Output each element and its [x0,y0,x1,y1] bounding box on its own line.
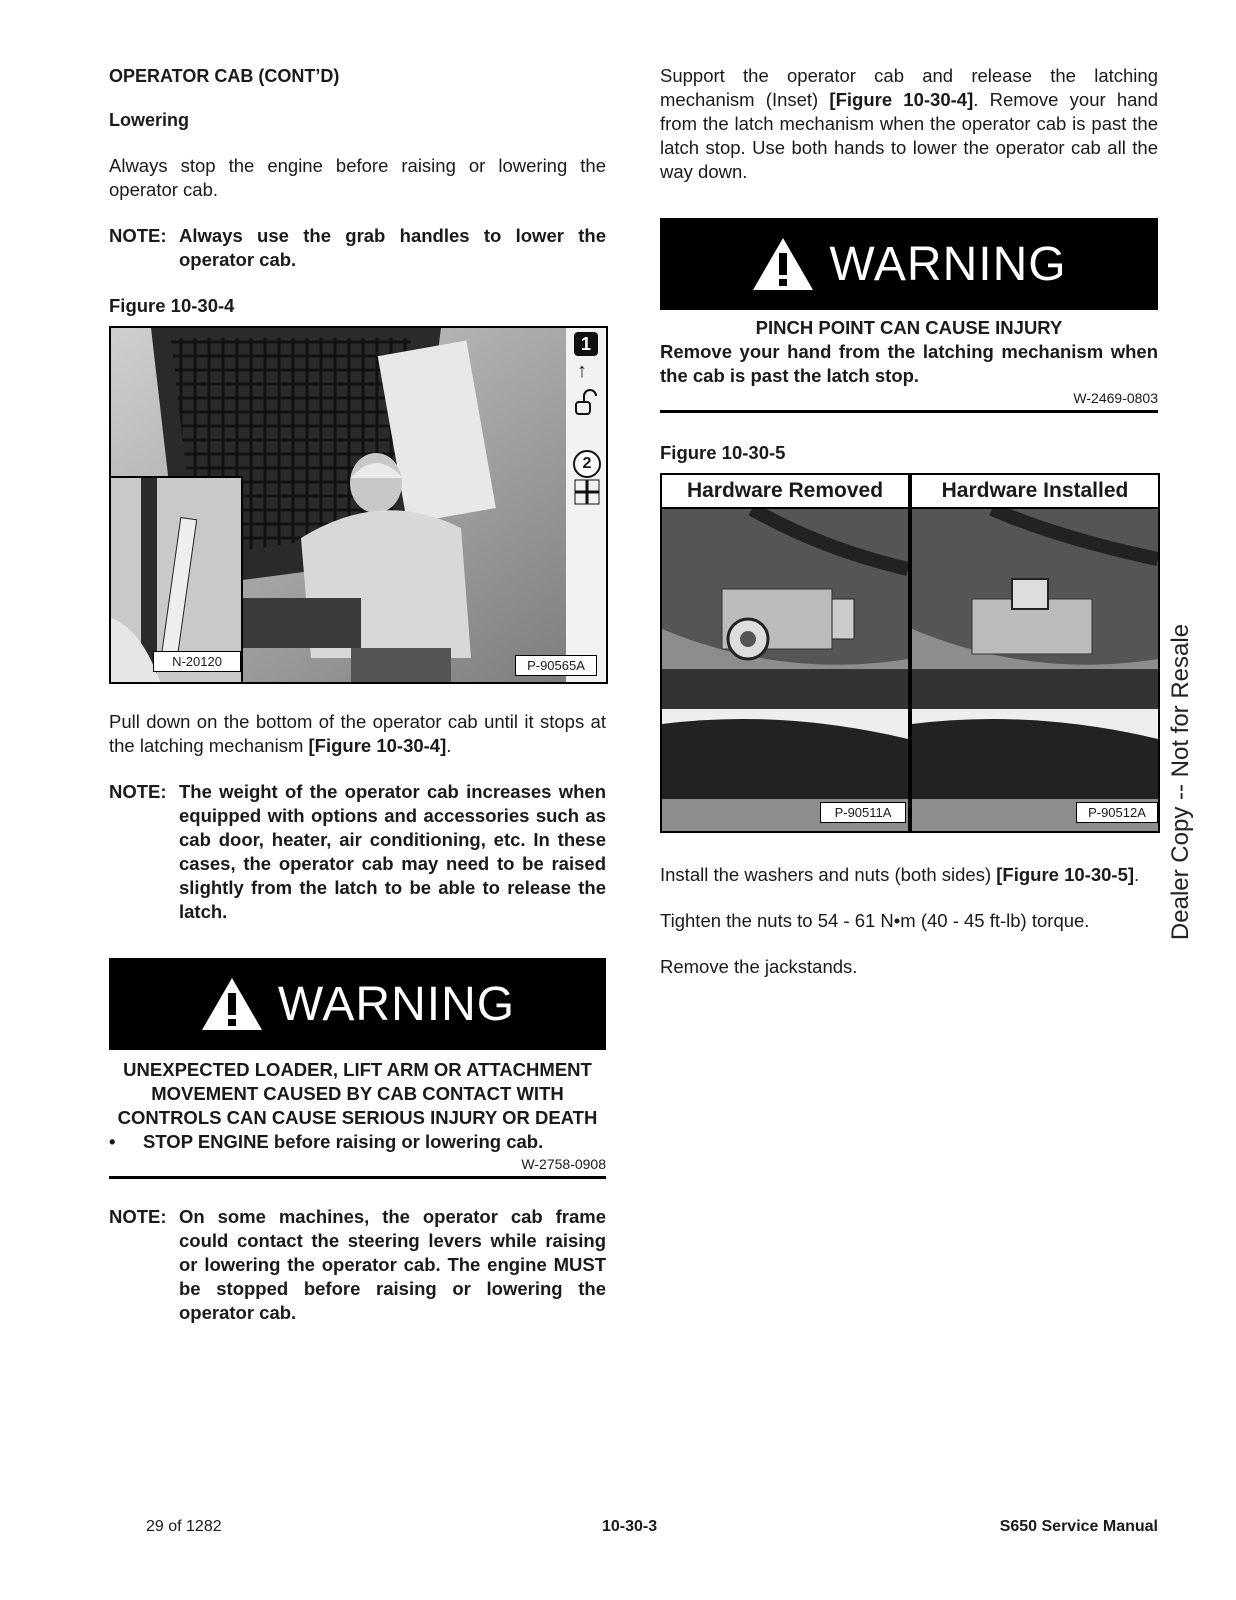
warning-divider [660,410,1158,413]
note-label: NOTE: [109,225,167,246]
footer-page-number: 10-30-3 [602,1518,658,1535]
warning-divider [109,1176,606,1179]
figure-ref: [Figure 10-30-4] [829,89,974,110]
support-text: Support the operator cab and release the latching mechanism (Inset) [660,65,1158,110]
warning-pinch-code: W-2469-0803 [1073,390,1158,406]
subheading-lowering: Lowering [109,110,189,130]
note-steering-levers [109,1205,606,1325]
pull-text: Pull down on the bottom of the operator cab until it stops at the latching mechanism [109,711,606,756]
hardware-removed-panel [662,475,908,831]
step-1-badge: 1 [574,332,598,356]
note-text: The weight of the operator cab increases when equipped with options and accessories such as cab door, heater, air conditioning, etc. In these cases, the operator cab may need to be raised slightly from the latch to be able to release the latch. [179,781,606,922]
dealer-copy-watermark: Dealer Copy -- Not for Resale [1167,623,1194,941]
pull-down-paragraph [109,710,606,758]
bullet: • [109,1131,116,1152]
note-text: On some machines, the operator cab frame could contact the steering levers while raising or lowering the operator cab. The engine MUST be stopped before raising or lowering the operator cab. [179,1206,606,1323]
remove-paragraph: Remove the jackstands. [660,956,858,977]
section-title: OPERATOR CAB (CONT’D) [109,66,340,86]
figure-4-photo-tag: P-90565A [515,655,597,676]
figure-10-30-5-photos [660,473,1160,833]
note-grab-handles [109,224,606,272]
support-paragraph [660,64,1158,184]
hardware-removed-illustration [662,509,908,831]
warning-pinch-body: Remove your hand from the latching mechanism when the cab is past the latch stop. [660,341,1158,386]
warning-loader-code: W-2758-0908 [521,1156,606,1172]
cab-grid-icon [573,478,601,506]
hardware-installed-panel [912,475,1158,831]
figure-10-30-4-caption: Figure 10-30-4 [109,295,235,316]
arrow-up-icon: ↑ [577,360,587,382]
warning-title: WARNING [277,977,516,1031]
install-paragraph [660,863,1158,887]
tighten-paragraph: Tighten the nuts to 54 - 61 N•m (40 - 45 ft-lb) torque. [660,910,1090,931]
footer-manual-title: S650 Service Manual [999,1518,1158,1535]
install-text-end: . [1134,864,1140,885]
warning-pinch-heading: PINCH POINT CAN CAUSE INJURY [755,317,1063,338]
warning-loader-heading: UNEXPECTED LOADER, LIFT ARM OR ATTACHMENT MOVEMENT CAUSED BY CAB CONTACT WITH CONTROLS CAN CAUSE SERIOUS INJURY OR DEATH [117,1059,598,1128]
bullet-text: STOP ENGINE before raising or lowering cab. [143,1131,544,1152]
warning-banner-loader [109,958,606,1050]
note-text: Always use the grab handles to lower the operator cab. [179,225,606,270]
warning-triangle-icon [751,236,815,292]
note-label: NOTE: [109,1206,167,1227]
warning-banner-pinch [660,218,1158,310]
note-label: NOTE: [109,781,167,802]
figure-ref: [Figure 10-30-4] [308,735,447,756]
hardware-installed-title: Hardware Installed [912,475,1158,509]
hardware-installed-illustration [912,509,1158,831]
hardware-removed-tag: P-90511A [820,802,906,823]
hardware-installed-tag: P-90512A [1076,802,1158,823]
footer-page-count: 29 of 1282 [146,1518,222,1535]
warning-title: WARNING [829,237,1067,291]
warning-loader-bullet [109,1130,606,1154]
support-text-end: . Remove your hand from the latch mechanism when the operator cab is past the latch stop. Use both hands to lower the operator cab all the way down. [660,89,1159,182]
figure-ref: [Figure 10-30-5] [996,864,1135,885]
pull-text-end: . [446,735,452,756]
note-cab-weight [109,780,606,924]
unlock-icon [572,388,602,418]
figure-4-inset-tag: N-20120 [153,651,241,672]
figure-10-30-5-caption: Figure 10-30-5 [660,442,786,463]
right-column [660,64,1158,1001]
warning-triangle-icon [200,976,264,1032]
intro-paragraph: Always stop the engine before raising or lowering the operator cab. [109,155,606,200]
hardware-removed-title: Hardware Removed [662,475,908,509]
left-column [109,64,606,1347]
figure-10-30-4-photo [109,326,608,684]
step-2-badge: 2 [573,450,601,478]
install-text: Install the washers and nuts (both sides) [660,864,997,885]
